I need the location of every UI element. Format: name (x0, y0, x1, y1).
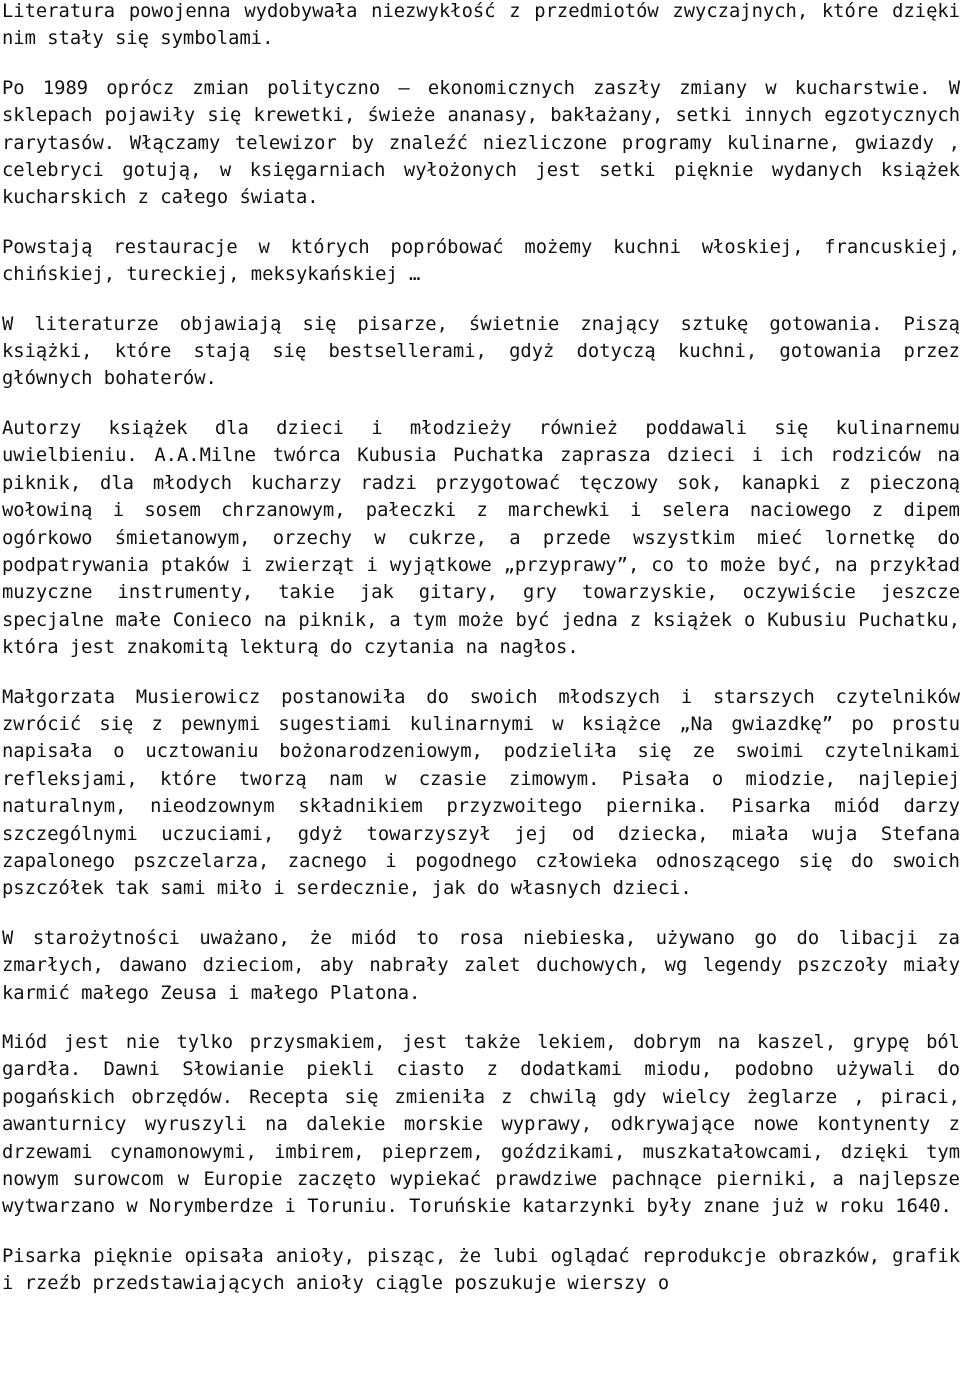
paragraph-postwar-literature: Literatura powojenna wydobywała niezwykłość z przedmiotów zwyczajnych, które dzięki nim stały się symbolami. (2, 1, 960, 50)
paragraph-antiquity-honey: W starożytności uważano, że miód to rosa niebieska, używano go do libacji za zmarłych, dawano dzieciom, aby nabrały zalet duchowych, wg legendy pszczoły miały karmić małego Zeusa i małego Platona. (2, 927, 960, 1004)
paragraph-childrens-authors: Autorzy książek dla dzieci i młodzieży również poddawali się kulinarnemu uwielbieniu. A.A.Milne twórca Kubusia Puchatka zaprasza dzieci i ich rodziców na piknik, dla młodych kucharzy radzi przygotować tęczowy sok, kanapki z pieczoną wołowiną i sosem chrzanowym, pałeczki z marchewki i selera naciowego z dipem ogórkowo śmietanowym, orzechy w cukrze, a przede wszystkim mieć lornetkę do podpatrywania ptaków i zwierząt i wyjątkowe „przyprawy”, co to może być, na przykład muzyczne instrumenty, takie jak gitary, gry towarzyskie, oczywiście jeszcze specjalne małe Conieco na piknik, a tym może być jedna z książek o Kubusiu Puchatku, która jest znakomitą lekturą do czytania na nagłos. (2, 417, 960, 659)
paragraph-angels: Pisarka pięknie opisała anioły, pisząc, że lubi oglądać reprodukcje obrazków, grafik i rzeźb przedstawiających anioły ciągle poszukuje wierszy o (2, 1245, 960, 1295)
paragraph-honey-medicine: Miód jest nie tylko przysmakiem, jest także lekiem, dobrym na kaszel, grypę ból gardła. Dawni Słowianie piekli ciasto z dodatkami miodu, podobno używali do pogańskich obrzędów. Recepta się zmieniła z chwilą gdy wielcy żeglarze , piraci, awanturnicy wyruszyli na dalekie morskie wyprawy, odkrywające nowe kontynenty z drzewami cynamonowymi, imbirem, pieprzem, goździkami, muszkatałowcami, dzięki tym nowym surowcom w Europie zaczęto wypiekać prawdziwe pachnące pierniki, a najlepsze wytwarzano w Norymberdze i Toruniu. Toruńskie katarzynki były znane już w roku 1640. (2, 1032, 960, 1218)
paragraph-restaurants: Powstają restauracje w których popróbować możemy kuchni włoskiej, francuskiej, chińskiej, tureckiej, meksykańskiej … (2, 236, 960, 286)
paragraph-musierowicz: Małgorzata Musierowicz postanowiła do swoich młodszych i starszych czytelników zwrócić się z pewnymi sugestiami kulinarnymi w książce „Na gwiazdkę” po prostu napisała o ucztowaniu bożonarodzeniowym, podzieliła się ze swoimi czytelnikami refleksjami, które tworzą nam w czasie zimowym. Pisała o miodzie, najlepiej naturalnym, nieodzownym składnikiem przyzwoitego piernika. Pisarka miód darzy szczególnymi uczuciami, gdyż towarzyszył jej od dziecka, miała wuja Stefana zapalonego pszczelarza, zacnego i pogodnego człowieka odnoszącego się do swoich pszczółek tak sami miło i serdecznie, jak do własnych dzieci. (2, 686, 960, 900)
paragraph-literature-cooking: W literaturze objawiają się pisarze, świetnie znający sztukę gotowania. Piszą książki, które stają się bestsellerami, gdyż dotyczą kuchni, gotowania przez głównych bohaterów. (2, 313, 960, 390)
paragraph-after-1989: Po 1989 oprócz zmian polityczno – ekonomicznych zaszły zmiany w kucharstwie. W sklepach pojawiły się krewetki, świeże ananasy, bakłażany, setki innych egzotycznych rarytasów. Włączamy telewizor by znaleźć niezliczone programy kulinarne, gwiazdy , celebryci gotują, w księgarniach wyłożonych jest setki pięknie wydanych książek kucharskich z całego świata. (2, 77, 960, 209)
